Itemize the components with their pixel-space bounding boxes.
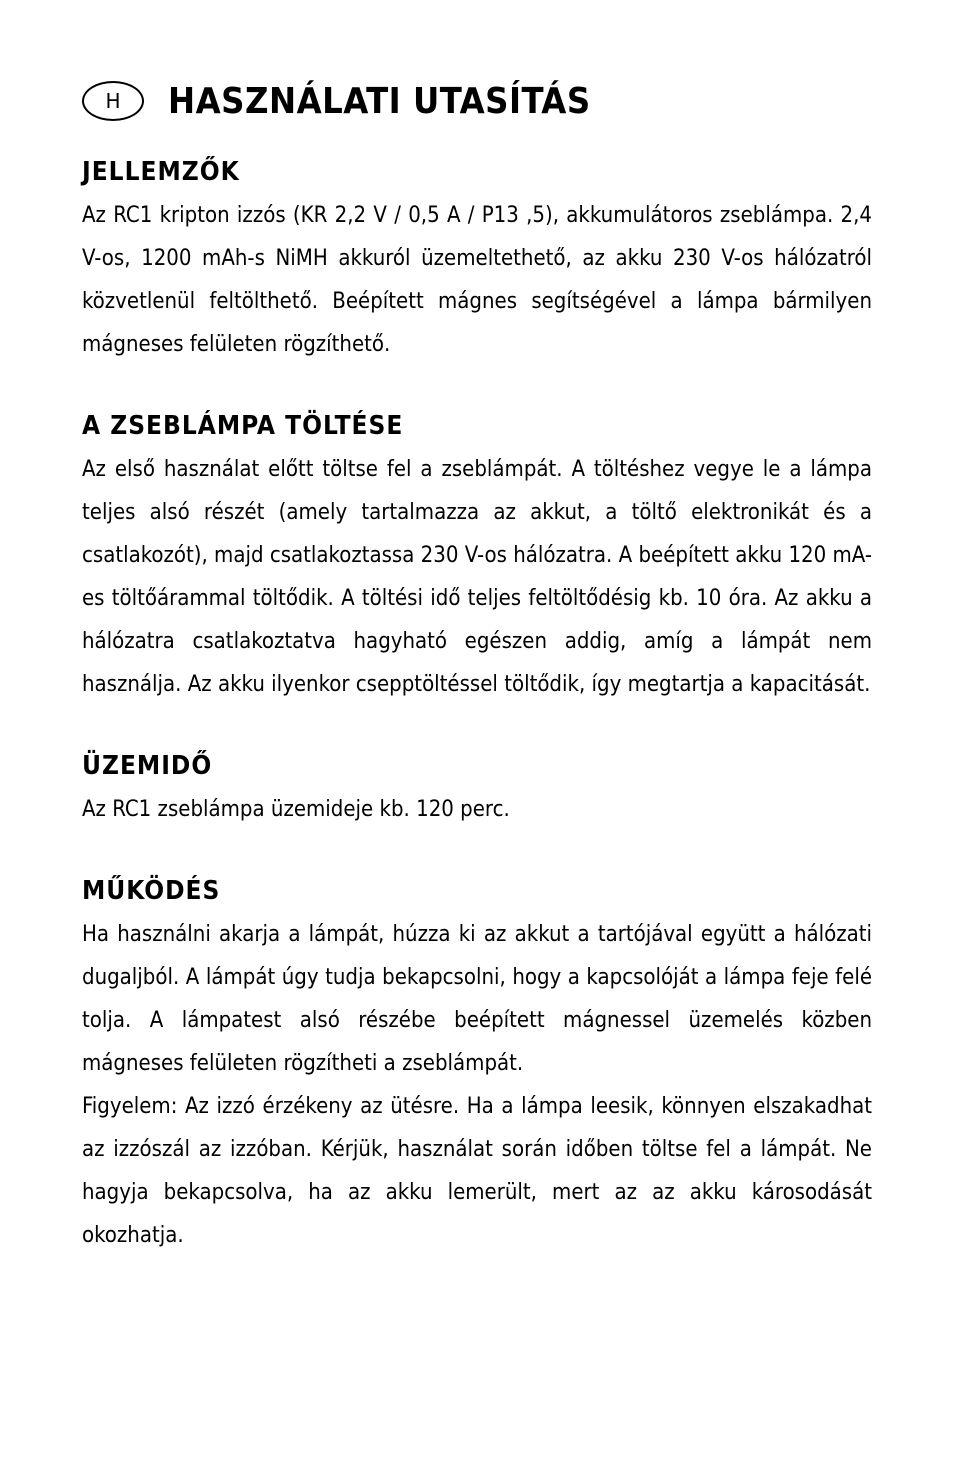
language-badge: H	[82, 81, 144, 121]
section-heading: A ZSEBLÁMPA TÖLTÉSE	[82, 411, 404, 441]
section-paragraph: Az RC1 zseblámpa üzemideje kb. 120 perc.	[82, 797, 510, 822]
section-paragraph-warning: Figyelem: Az izzó érzékeny az ütésre. Ha a lámpa leesik, könnyen elszakadhat az izzószál az izzóban. Kérjük, használat során időben töltse fel a lámpát. Ne hagyja bekapcsolva, ha az akku lemerült, mert az az akku károsodását okozhatja.	[82, 1094, 872, 1248]
section-heading: MŰKÖDÉS	[82, 876, 221, 906]
section-paragraph: Az első használat előtt töltse fel a zseblámpát. A töltéshez vegye le a lámpa teljes alsó részét (amely tartalmazza az akkut, a töltő elektronikát és a csatlakozót), majd csatlakoztassa 230 V-os hálózatra. A beépített akku 120 mA-es töltőárammal töltődik. A töltési idő teljes feltöltődésig kb. 10 óra. Az akku a hálózatra csatlakoztatva hagyható egészen addig, amíg a lámpát nem használja. Az akku ilyenkor csepptöltéssel töltődik, így megtartja a kapacitását.	[82, 457, 872, 697]
section-heading: ÜZEMIDŐ	[82, 751, 213, 781]
document-title: HASZNÁLATI UTASÍTÁS	[168, 80, 591, 122]
section-paragraph: Az RC1 kripton izzós (KR 2,2 V / 0,5 A / P13 ,5), akkumulátoros zseblámpa. 2,4 V-os, 1200 mAh-s NiMH akkuról üzemeltethető, az akku 230 V-os hálózatról közvetlenül feltölthető. Beépített mágnes segítségével a lámpa bármilyen mágneses felületen rögzíthető.	[82, 203, 872, 357]
section-features	[82, 154, 872, 366]
document-page	[82, 70, 872, 1299]
document-header	[82, 70, 872, 132]
section-charging	[82, 408, 872, 706]
section-heading: JELLEMZŐK	[82, 157, 240, 187]
section-paragraph: Ha használni akarja a lámpát, húzza ki az akkut a tartójával együtt a hálózati dugaljból. A lámpát úgy tudja bekapcsolni, hogy a kapcsolóját a lámpa feje felé tolja. A lámpatest alsó részébe beépített mágnessel üzemelés közben mágneses felületen rögzítheti a zseblámpát.	[82, 922, 872, 1076]
section-runtime	[82, 748, 872, 831]
section-operation	[82, 873, 872, 1257]
